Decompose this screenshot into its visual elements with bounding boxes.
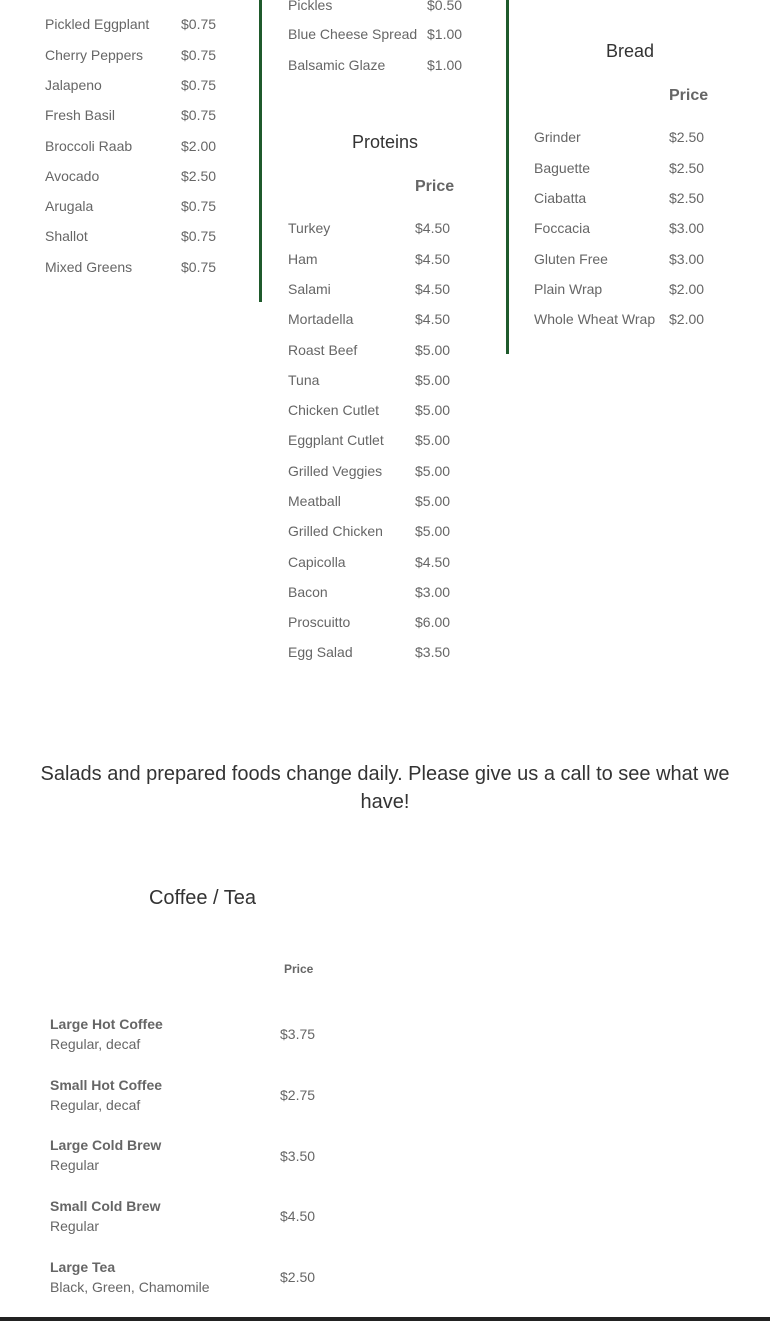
proteins-item-name: Chicken Cutlet xyxy=(288,402,380,418)
bread-item-name: Baguette xyxy=(534,160,591,176)
spreads-item-name: Pickles xyxy=(288,0,333,13)
proteins-item-price: $6.00 xyxy=(415,614,451,630)
proteins-title: Proteins xyxy=(351,132,419,152)
coffee-item-price: $2.75 xyxy=(280,1087,316,1103)
proteins-item-price: $3.50 xyxy=(415,644,451,660)
coffee-item-name: Large Cold Brew xyxy=(50,1137,162,1153)
bottom-border xyxy=(0,1317,770,1321)
coffee-item xyxy=(50,1196,160,1236)
proteins-item-price: $5.00 xyxy=(415,402,451,418)
proteins-item-price: $3.00 xyxy=(415,584,451,600)
bread-item-name: Grinder xyxy=(534,129,581,145)
coffee-item-name: Large Tea xyxy=(50,1259,116,1275)
coffee-item xyxy=(50,1257,210,1297)
toppings-item-price: $0.75 xyxy=(181,47,217,63)
toppings-item-price: $2.50 xyxy=(181,168,217,184)
bread-item-name: Foccacia xyxy=(534,220,591,236)
proteins-item-name: Grilled Veggies xyxy=(288,463,383,479)
toppings-item-price: $0.75 xyxy=(181,228,217,244)
toppings-item-name: Broccoli Raab xyxy=(45,138,133,154)
proteins-item-name: Roast Beef xyxy=(288,342,358,358)
proteins-price-header: Price xyxy=(415,178,455,195)
spreads-item-price: $0.50 xyxy=(427,0,463,13)
coffee-item-name: Small Hot Coffee xyxy=(50,1077,163,1093)
proteins-item-price: $5.00 xyxy=(415,432,451,448)
proteins-item-name: Salami xyxy=(288,281,331,297)
coffee-item-desc: Regular, decaf xyxy=(50,1097,141,1113)
proteins-item-price: $4.50 xyxy=(415,311,451,327)
proteins-item-name: Eggplant Cutlet xyxy=(288,432,384,448)
coffee-item-desc: Regular, decaf xyxy=(50,1036,141,1052)
coffee-item-name: Large Hot Coffee xyxy=(50,1016,163,1032)
bread-item-name: Plain Wrap xyxy=(534,281,603,297)
toppings-item-price: $0.75 xyxy=(181,77,217,93)
coffee-item-price: $3.50 xyxy=(280,1148,316,1164)
proteins-item-price: $5.00 xyxy=(415,372,451,388)
proteins-item-name: Meatball xyxy=(288,493,341,509)
daily-notice: Salads and prepared foods change daily. Please give us a call to see what we have! xyxy=(40,763,730,813)
bread-item-name: Whole Wheat Wrap xyxy=(534,311,656,327)
toppings-item-price: $0.75 xyxy=(181,107,217,123)
proteins-item-price: $4.50 xyxy=(415,281,451,297)
proteins-item-price: $5.00 xyxy=(415,493,451,509)
proteins-item-name: Tuna xyxy=(288,372,320,388)
column-divider-right xyxy=(506,0,509,354)
toppings-item-name: Mixed Greens xyxy=(45,259,133,275)
toppings-item-price: $0.75 xyxy=(181,198,217,214)
bread-item-price: $2.00 xyxy=(669,311,705,327)
bread-item-name: Ciabatta xyxy=(534,190,587,206)
toppings-item-name: Cherry Peppers xyxy=(45,47,144,63)
bread-item-price: $3.00 xyxy=(669,251,705,267)
proteins-item-name: Capicolla xyxy=(288,554,346,570)
coffee-item-desc: Black, Green, Chamomile xyxy=(50,1279,210,1295)
toppings-item-price: $0.75 xyxy=(181,16,217,32)
bread-item-price: $2.50 xyxy=(669,190,705,206)
coffee-item xyxy=(50,1135,161,1175)
coffee-item xyxy=(50,1014,163,1054)
bread-item-price: $2.00 xyxy=(669,281,705,297)
toppings-item-name: Shallot xyxy=(45,228,88,244)
coffee-item-price: $4.50 xyxy=(280,1208,316,1224)
bread-price-header: Price xyxy=(669,87,709,104)
coffee-tea-title: Coffee / Tea xyxy=(148,887,257,909)
coffee-item xyxy=(50,1075,162,1115)
toppings-item-name: Fresh Basil xyxy=(45,107,116,123)
proteins-item-name: Egg Salad xyxy=(288,644,353,660)
toppings-item-price: $2.00 xyxy=(181,138,217,154)
proteins-item-name: Grilled Chicken xyxy=(288,523,383,539)
toppings-item-name: Pickled Eggplant xyxy=(45,16,150,32)
coffee-item-desc: Regular xyxy=(50,1157,100,1173)
spreads-item-name: Blue Cheese Spread xyxy=(288,26,418,42)
proteins-item-price: $4.50 xyxy=(415,251,451,267)
proteins-item-name: Proscuitto xyxy=(288,614,351,630)
proteins-item-name: Ham xyxy=(288,251,318,267)
bread-item-price: $3.00 xyxy=(669,220,705,236)
proteins-item-name: Mortadella xyxy=(288,311,354,327)
proteins-item-name: Bacon xyxy=(288,584,328,600)
bread-item-name: Gluten Free xyxy=(534,251,608,267)
spreads-item-price: $1.00 xyxy=(427,57,463,73)
coffee-item-price: $2.50 xyxy=(280,1269,316,1285)
toppings-item-price: $0.75 xyxy=(181,259,217,275)
spreads-item-name: Balsamic Glaze xyxy=(288,57,386,73)
coffee-item-price: $3.75 xyxy=(280,1026,316,1042)
proteins-item-price: $4.50 xyxy=(415,220,451,236)
bread-title: Bread xyxy=(605,41,655,61)
proteins-item-price: $4.50 xyxy=(415,554,451,570)
column-divider-left xyxy=(259,0,262,302)
proteins-item-price: $5.00 xyxy=(415,342,451,358)
coffee-item-desc: Regular xyxy=(50,1218,100,1234)
coffee-item-name: Small Cold Brew xyxy=(50,1198,161,1214)
bread-item-price: $2.50 xyxy=(669,160,705,176)
toppings-item-name: Jalapeno xyxy=(45,77,102,93)
coffee-price-header: Price xyxy=(284,962,314,976)
toppings-item-name: Avocado xyxy=(45,168,100,184)
proteins-item-price: $5.00 xyxy=(415,463,451,479)
toppings-item-name: Arugala xyxy=(45,198,94,214)
proteins-item-name: Turkey xyxy=(288,220,331,236)
proteins-item-price: $5.00 xyxy=(415,523,451,539)
bread-item-price: $2.50 xyxy=(669,129,705,145)
spreads-item-price: $1.00 xyxy=(427,26,463,42)
